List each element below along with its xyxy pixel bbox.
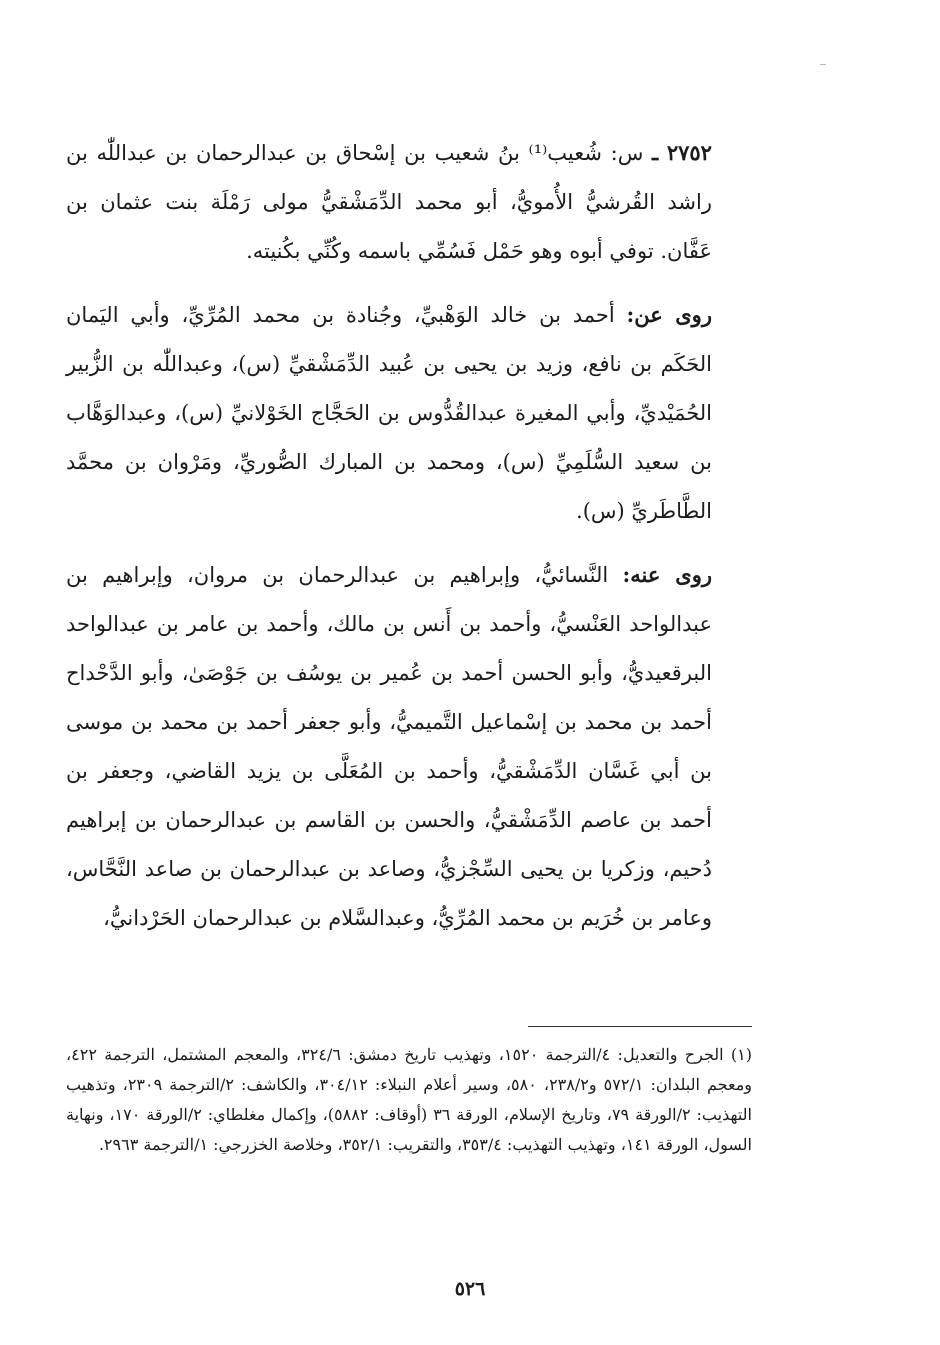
narrated-from-label: روى عن: — [626, 302, 712, 327]
entry-number: ٢٧٥٢ — [666, 140, 712, 165]
footnote-marker: (١) — [730, 1045, 752, 1064]
entry-text: شُعيب⁽¹⁾ بنُ شعيب بن إسْحاق بن عبدالرحمان بن عبداللّٰه بن راشد القُرشيُّ الأُمويُّ، أبو محمد الدِّمَشْقيُّ مولى رَمْلَة بنت عثمان بن عَفَّان. توفي أبوه وهو حَمْل فَسُمِّي باسمه وكُنِّي بكُنيته. — [66, 141, 712, 263]
entry-paragraph — [66, 128, 712, 276]
page-number: ٥٢٦ — [454, 1278, 486, 1300]
footnotes — [66, 1040, 752, 1160]
narrated-by-text: النَّسائيُّ، وإبراهيم بن عبدالرحمان بن مروان، وإبراهيم بن عبدالواحد العَنْسيُّ، وأحمد بن أَنس بن مالك، وأحمد بن عامر بن عبدالواحد البرقعيديُّ، وأبو الحسن أحمد بن عُمير بن يوسُف بن جَوْصَىٰ، وأبو الدَّحْداح أحمد بن محمد بن إسْماعيل التَّميميُّ، وأبو جعفر أحمد بن محمد بن موسى بن أبي غَسَّان الدِّمَشْقيُّ، وأحمد بن المُعَلَّى بن يزيد القاضي، وجعفر بن أحمد بن عاصم الدِّمَشْقيُّ، والحسن بن القاسم بن عبدالرحمان بن إبراهيم دُحيم، وزكريا بن يحيى السِّجْزيُّ، وصاعد بن عبدالرحمان بن صاعد النَّحَّاس، وعامر بن خُرَيم بن محمد المُرِّيُّ، وعبدالسَّلام بن عبدالرحمان الحَرْدانيُّ، — [66, 563, 712, 930]
main-text — [66, 128, 712, 943]
scan-speck — [820, 64, 826, 65]
narrated-from-text: أحمد بن خالد الوَهْبيِّ، وجُنادة بن محمد المُرِّيِّ، وأبي اليَمان الحَكَم بن نافع، وزيد بن يحيى بن عُبيد الدِّمَشْقيِّ (س)، وعبداللّٰه بن الزُّبير الحُمَيْديِّ، وأبي المغيرة عبدالقُدُّوس بن الحَجَّاج الخَوْلانيِّ (س)، وعبدالوَهَّاب بن سعيد السُّلَمِيِّ (س)، ومحمد بن المبارك الصُّوريِّ، ومَرْوان بن محمَّد الطَّاطَريِّ (س). — [66, 303, 712, 523]
footnote-text: الجرح والتعديل: ٤/الترجمة ١٥٢٠، وتهذيب تاريخ دمشق: ٣٢٤/٦، والمعجم المشتمل، الترجمة ٤٢٢، ومعجم البلدان: ٥٧٢/١ و٢٣٨/٢، ٥٨٠، وسير أعلام النبلاء: ٣٠٤/١٢، والكاشف: ٢/الترجمة ٢٣٠٩، وتذهيب التهذيب: ٢/الورقة ٧٩، وتاريخ الإسلام، الورقة ٣٦ (أوقاف: ٥٨٨٢)، وإكمال مغلطاي: ٢/الورقة ١٧٠، ونهاية السول، الورقة ١٤١، وتهذيب التهذيب: ٣٥٣/٤، والتقريب: ٣٥٢/١، وخلاصة الخزرجي: ١/الترجمة ٢٩٦٣. — [66, 1045, 753, 1154]
entry-dash: ـ — [652, 140, 659, 165]
narrated-by-paragraph — [66, 550, 712, 943]
entry-symbol: س: — [610, 141, 644, 165]
footnote-separator — [528, 1026, 752, 1027]
narrated-from-paragraph — [66, 290, 712, 536]
narrated-by-label: روى عنه: — [622, 562, 712, 587]
footnote-1 — [66, 1040, 752, 1160]
